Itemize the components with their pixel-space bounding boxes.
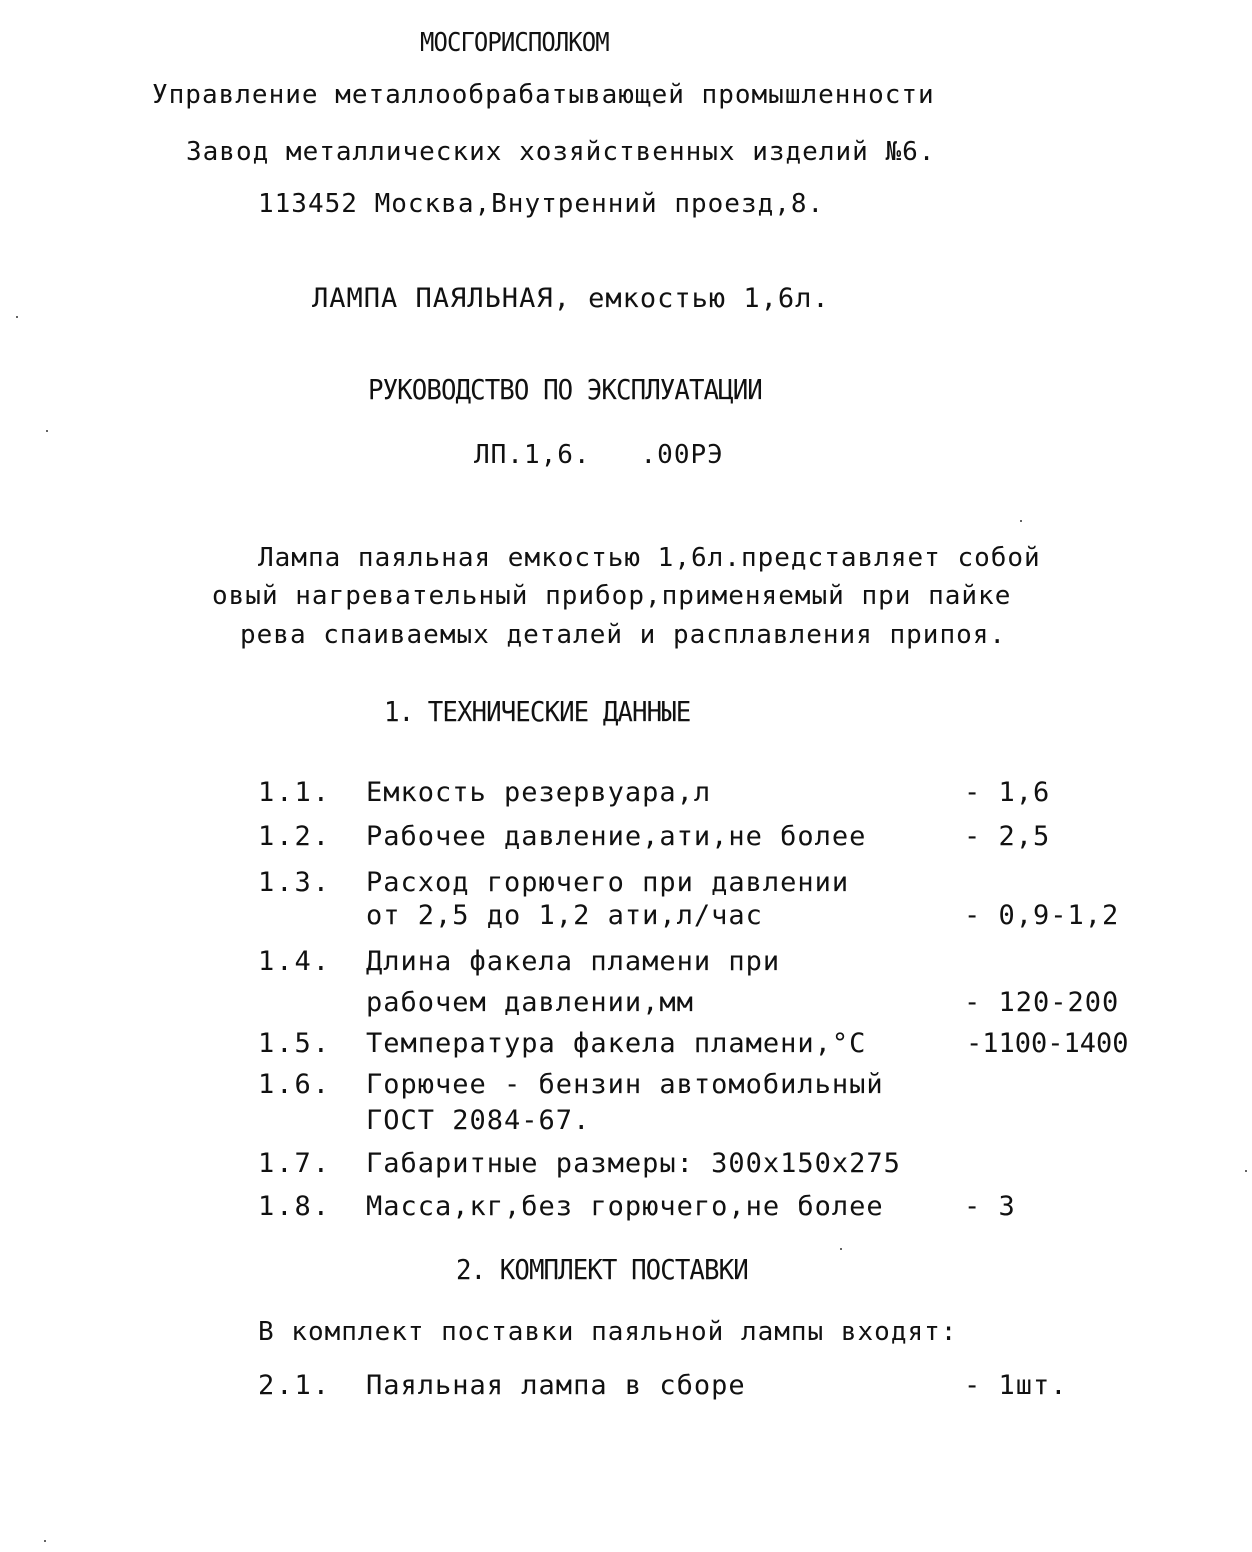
item-number: 1.4. <box>258 946 332 977</box>
item-number: 1.6. <box>258 1069 332 1100</box>
item-text: Рабочее давление,ати,не более <box>366 821 867 852</box>
intro-line-3: рева спаиваемых деталей и расплавления припоя. <box>240 620 1007 650</box>
product-title: ЛАМПА ПАЯЛЬНАЯ, емкостью 1,6л. <box>312 283 830 314</box>
item-number: 2.1. <box>258 1370 332 1401</box>
section-2-intro: В комплект поставки паяльной лампы входят: <box>258 1317 958 1347</box>
scan-speck <box>840 1248 842 1250</box>
section-2-heading: 2. КОМПЛЕКТ ПОСТАВКИ <box>456 1253 748 1286</box>
item-text: Паяльная лампа в сборе <box>366 1370 746 1401</box>
scan-speck <box>1020 520 1022 522</box>
address: 113452 Москва,Внутренний проезд,8. <box>258 189 825 219</box>
item-value: - 1,6 <box>964 777 1051 808</box>
item-number: 1.5. <box>258 1028 332 1059</box>
factory-name: Завод металлических хозяйственных изделий №6. <box>186 137 936 167</box>
item-text: Габаритные размеры: 300х150х275 <box>366 1148 901 1179</box>
department-name: Управление металлообрабатывающей промышленности <box>152 80 935 110</box>
item-value: - 0,9-1,2 <box>964 900 1120 931</box>
item-text: Горючее - бензин автомобильный <box>366 1069 884 1100</box>
scan-speck <box>16 316 18 318</box>
scan-speck <box>46 430 48 432</box>
item-text-continued: рабочем давлении,мм <box>366 987 694 1018</box>
item-text: Расход горючего при давлении <box>366 867 850 898</box>
item-value: - 1шт. <box>964 1370 1068 1401</box>
section-1-heading: 1. ТЕХНИЧЕСКИЕ ДАННЫЕ <box>384 695 691 728</box>
item-value: - 2,5 <box>964 821 1051 852</box>
document-title: РУКОВОДСТВО ПО ЭКСПЛУАТАЦИИ <box>368 373 762 406</box>
item-text: Масса,кг,без горючего,не более <box>366 1191 884 1222</box>
item-number: 1.3. <box>258 867 332 898</box>
item-number: 1.1. <box>258 777 332 808</box>
item-number: 1.2. <box>258 821 332 852</box>
item-value: - 120-200 <box>964 987 1120 1018</box>
org-name: МОСГОРИСПОЛКОМ <box>420 28 609 58</box>
item-text: Емкость резервуара,л <box>366 777 712 808</box>
item-text: Температура факела пламени,°С <box>366 1028 867 1059</box>
item-text: Длина факела пламени при <box>366 946 781 977</box>
item-number: 1.8. <box>258 1191 332 1222</box>
scan-speck <box>1245 1170 1247 1172</box>
item-text-continued: ГОСТ 2084-67. <box>366 1105 591 1136</box>
item-number: 1.7. <box>258 1148 332 1179</box>
item-text-continued: от 2,5 до 1,2 ати,л/час <box>366 900 763 931</box>
document-code: ЛП.1,6. .00РЭ <box>474 440 724 470</box>
intro-line-1: Лампа паяльная емкостью 1,6л.представляет собой <box>258 543 1041 573</box>
item-value: -1100-1400 <box>966 1028 1129 1059</box>
scan-speck <box>44 1540 46 1542</box>
intro-line-2: овый нагревательный прибор,применяемый при пайке <box>212 581 1012 611</box>
item-value: - 3 <box>964 1191 1016 1222</box>
